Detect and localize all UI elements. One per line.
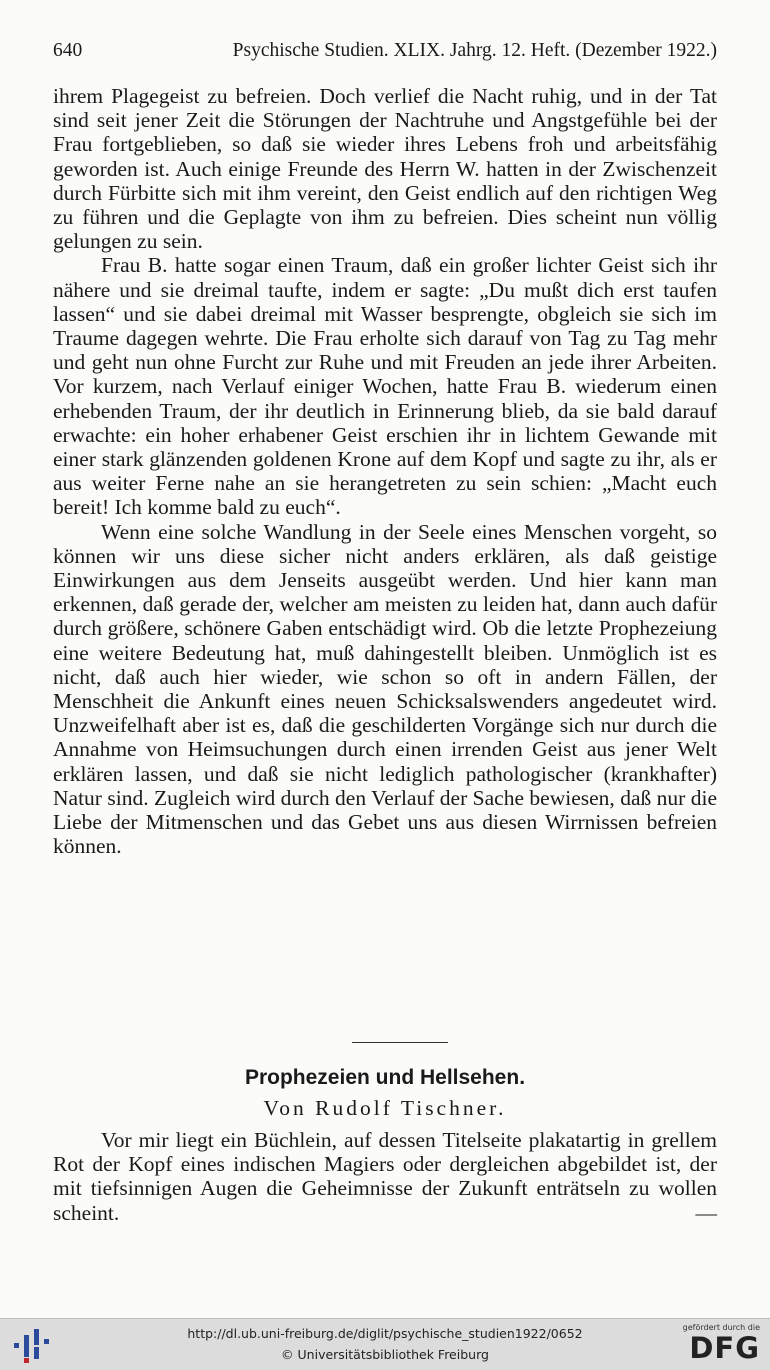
article-author: Von Rudolf Tischner. <box>263 1096 507 1120</box>
dfg-logo: DFG <box>689 1331 760 1365</box>
article-title: Prophezeien und Hellsehen. <box>244 1066 526 1089</box>
page-number: 640 <box>53 40 83 61</box>
body-text-upper <box>53 84 717 859</box>
viewer-footer <box>0 1318 770 1370</box>
page-header <box>53 40 717 62</box>
permalink[interactable]: http://dl.ub.uni-freiburg.de/diglit/psychische_studien1922/0652 <box>187 1326 583 1341</box>
dfg-caption: gefördert durch die <box>682 1323 760 1332</box>
paragraph-2: Frau B. hatte sogar einen Traum, daß ein großer lichter Geist sich ihr nähere und sie dreimal taufte, indem er sagte: „Du mußt dich erst taufen lassen“ und sie dabei dreimal mit Wasser besprengte, obgleich sie sich im Traume dagegen wehrte. Die Frau erholte sich darauf von Tag zu Tag mehr und geht nun ohne Furcht zur Ruhe und mit Freuden an jede ihrer Arbeiten. Vor kurzem, nach Verlauf einiger Wochen, hatte Frau B. wiederum einen erhebenden Traum, der ihr deutlich in Erinnerung blieb, da sie bald darauf erwachte: ein hoher erhabener Geist erschien ihr in lichtem Gewande mit einer stark glänzenden goldenen Krone auf dem Kopf und sagte zu ihr, als er aus weiter Ferne nahe an sie herangetreten zu sein schien: „Macht euch bereit! Ich komme bald zu euch“. <box>53 253 717 520</box>
section-divider <box>352 1042 448 1043</box>
body-text-lower <box>53 1128 717 1225</box>
copyright-notice: © Universitätsbibliothek Freiburg <box>281 1347 489 1362</box>
paragraph-4: Vor mir liegt ein Büchlein, auf dessen Titelseite plakatartig in grellem Rot der Kopf eines indischen Magiers oder dergleichen abgebildet ist, der mit tiefsinnigen Augen die Geheimnisse der Zukunft enträtseln zu wollen scheint. — <box>53 1128 717 1225</box>
paragraph-1: ihrem Plagegeist zu befreien. Doch verlief die Nacht ruhig, und in der Tat sind seit jener Zeit die Störungen der Nachtruhe und Angstgefühle bei der Frau fortgeblieben, so daß sie wieder ihres Lebens froh und arbeitsfähig geworden ist. Auch einige Freunde des Herrn W. hatten in der Zwischenzeit durch Fürbitte sich mit ihm vereint, den Geist endlich auf den richtigen Weg zu führen und die Geplagte von ihm zu befreien. Dies scheint nun völlig gelungen zu sein. <box>53 84 717 254</box>
paragraph-3: Wenn eine solche Wandlung in der Seele eines Menschen vorgeht, so können wir uns diese sicher nicht anders erklären, als daß geistige Einwirkungen aus dem Jenseits ausgeübt werden. Und hier kann man erkennen, daß gerade der, welcher am meisten zu leiden hat, dann auch dafür durch größere, schönere Gaben entschädigt wird. Ob die letzte Prophezeiung eine weitere Bedeutung hat, muß dahingestellt bleiben. Unmöglich ist es nicht, daß auch hier wieder, wie schon so oft in andern Fällen, der Menschheit die Ankunft eines neuen Schicksalswenders angedeutet wird. Unzweifelhaft aber ist es, daß die geschilderten Vorgänge sich nur durch die Annahme von Heimsuchungen durch einen irrenden Geist aus jener Welt erklären lassen, und daß sie nicht lediglich pathologischer (krankhafter) Natur sind. Zugleich wird durch den Verlauf der Sache bewiesen, daß nur die Liebe der Mitmenschen und das Gebet uns aus diesen Wirrnissen befreien können. <box>53 519 717 859</box>
running-title: Psychische Studien. XLIX. Jahrg. 12. Heft. (Dezember 1922.) <box>232 40 717 61</box>
